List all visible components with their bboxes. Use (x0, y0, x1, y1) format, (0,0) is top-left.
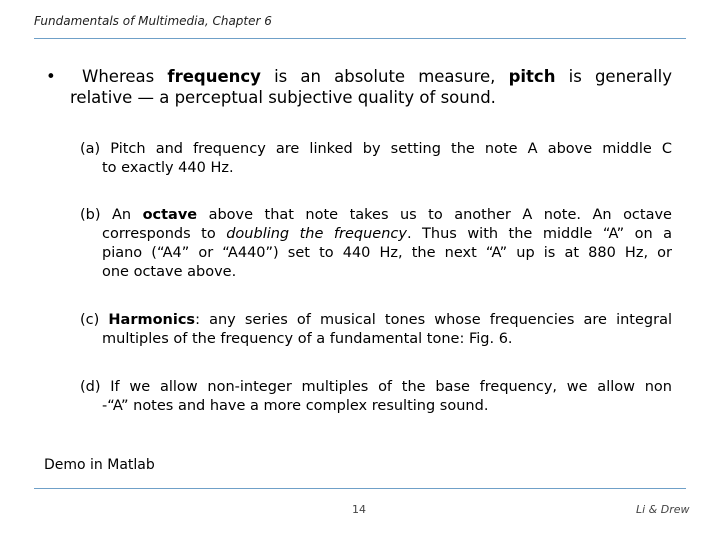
sub-item-b-line-1 (80, 206, 672, 225)
sub-item-a-line-2: to exactly 440 Hz. (102, 160, 234, 176)
main-bullet (46, 66, 672, 108)
sub-item-b-line-2 (80, 225, 672, 244)
slide-header-title: Fundamentals of Multimedia, Chapter 6 (34, 14, 272, 28)
text-run: corresponds to (102, 226, 227, 242)
footer-divider (34, 488, 686, 489)
bullet-marker: • (46, 67, 56, 86)
sub-item-d-line-1: (d) If we allow non-integer multiples of the base frequency, we allow non (80, 379, 672, 395)
bold-term-pitch: pitch (508, 67, 556, 86)
sub-item-b-line-4: one octave above. (102, 264, 237, 280)
text-run: above that note takes us to another A note. An octave (197, 207, 672, 223)
text-run: . Thus with the middle “A” on a (406, 226, 673, 242)
bullet-text: is an absolute measure, (260, 67, 509, 86)
sub-item-a-line-1: (a) Pitch and frequency are linked by setting the note A above middle C (80, 141, 672, 157)
page-number: 14 (352, 503, 366, 516)
main-bullet-line-2: relative — a perceptual subjective quality of sound. (70, 88, 496, 107)
italic-term-doubling: doubling the frequency (226, 226, 407, 242)
text-run: (b) An (80, 207, 143, 223)
sub-item-c-line-1 (80, 311, 672, 330)
bold-term-frequency: frequency (167, 67, 261, 86)
bold-term-harmonics: Harmonics (108, 312, 196, 328)
text-run: : any series of musical tones whose frequencies are integral (195, 312, 672, 328)
text-run: (c) (80, 312, 109, 328)
sub-item-c-line-2: multiples of the frequency of a fundamental tone: Fig. 6. (102, 331, 513, 347)
sub-item-c (80, 311, 672, 349)
demo-note: Demo in Matlab (44, 457, 155, 473)
sub-item-b (80, 206, 672, 282)
sub-item-b-line-3: piano (“A4” or “A440”) set to 440 Hz, the next “A” up is at 880 Hz, or (102, 245, 672, 261)
footer-authors: Li & Drew (636, 503, 690, 516)
sub-item-d (80, 378, 672, 416)
header-divider (34, 38, 686, 39)
bullet-text: Whereas (82, 67, 168, 86)
sub-item-a (80, 140, 672, 178)
main-bullet-line-1 (46, 66, 672, 87)
bullet-text: is generally (555, 67, 673, 86)
sub-item-d-line-2: -“A” notes and have a more complex resulting sound. (102, 398, 489, 414)
bold-term-octave: octave (142, 207, 198, 223)
